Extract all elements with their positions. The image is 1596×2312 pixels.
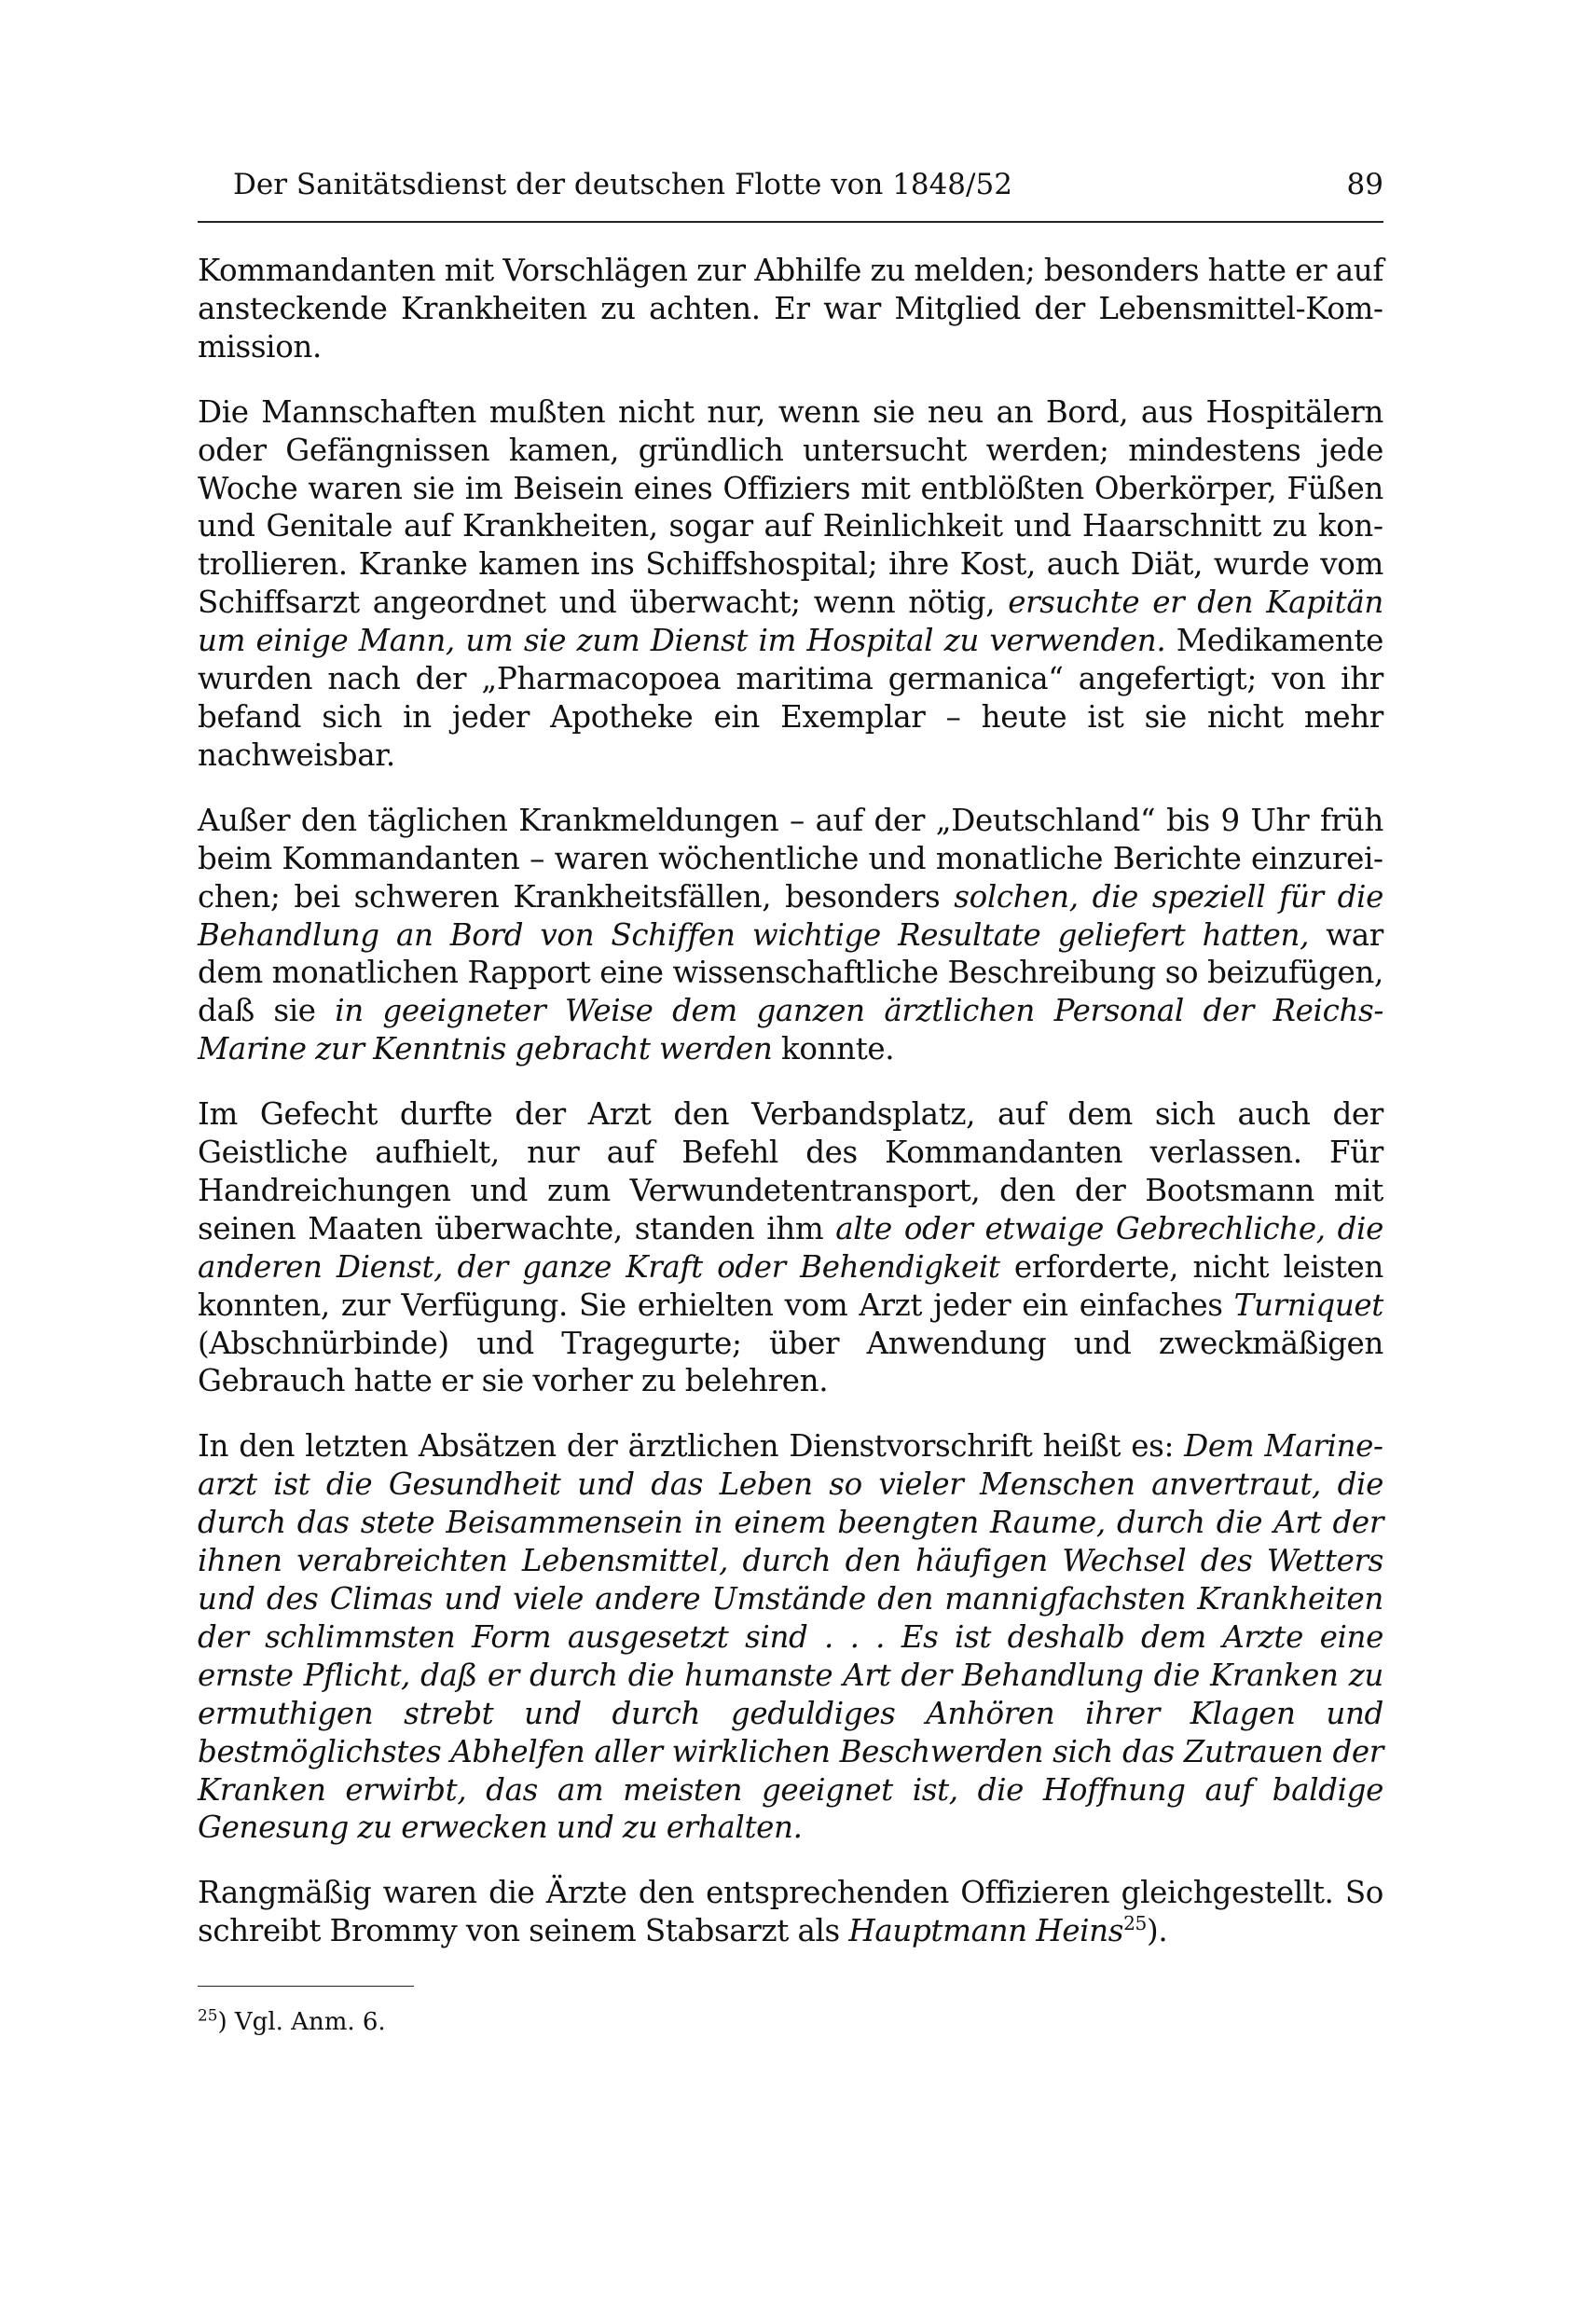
text-run: Medikamente wurden nach der „Pharmacopoea maritima germanica“ angefertigt; von ihr befand sich in jeder Apotheke ein Exemplar – heute ist sie nicht mehr nachweisbar. xyxy=(198,623,1383,773)
paragraph xyxy=(198,1427,1383,1847)
italic-quote: ersuchte er den Kapitän um einige Mann, um sie zum Dienst im Hospital zu verwenden. xyxy=(198,585,1383,659)
paragraph xyxy=(198,1874,1383,1950)
text-run: Außer den täglichen Krankmeldungen – auf der „Deutschland“ bis 9 Uhr früh beim Kommandanten – waren wöchentliche und monatliche Berichte einzureichen; bei schweren Krankheitsfällen, besonders xyxy=(198,802,1383,915)
text-run: Rangmäßig waren die Ärzte den entsprechenden Offizieren gleichgestellt. So schreibt Brommy von seinem Stabsarzt als xyxy=(198,1875,1383,1949)
text-run: ). xyxy=(1147,1913,1168,1949)
text-run: Kommandanten mit Vorschlägen zur Abhilfe zu melden; besonders hatte er auf ansteckende Krankheiten zu achten. Er war Mitglied der Lebensmittel-Kommission. xyxy=(198,253,1383,365)
page-number: 89 xyxy=(1346,168,1383,201)
text-run: war dem monatlichen Rapport eine wissenschaftliche Beschreibung so beizufügen, daß sie xyxy=(198,916,1383,1029)
italic-quote: Dem Marinearzt ist die Gesundheit und das Leben so vieler Menschen anvertraut, die durch das stete Beisammensein in einem beengten Raume, durch die Art der ihnen verabreichten Lebensmittel, durch den häufigen Wechsel des Wetters und des Climas und viele andere Umstände den mannigfachsten Krankheiten der schlimmsten Form ausgesetzt sind . . . Es ist deshalb dem Arzte eine ernste Pflicht, daß er durch die humanste Art der Behandlung die Kranken zu ermuthigen strebt und durch geduldiges Anhören ihrer Klagen und bestmöglichstes Abhelfen aller wirklichen Beschwerden sich das Zutrauen der Kranken erwirbt, das am meisten geeignet ist, die Hoffnung auf baldige Genesung zu erwecken und zu erhalten. xyxy=(198,1428,1383,1846)
text-run: In den letzten Absätzen der ärztlichen Dienstvorschrift heißt es: xyxy=(198,1428,1185,1465)
footnote-rule xyxy=(198,1986,414,1987)
book-page xyxy=(198,0,1383,2312)
paragraph xyxy=(198,1095,1383,1400)
paragraph xyxy=(198,802,1383,1068)
italic-quote: solchen, die speziell für die Behandlung an Bord von Schiffen wichtige Resultate geliefert hatten, xyxy=(198,878,1383,953)
running-header xyxy=(198,166,1383,203)
running-title: Der Sanitätsdienst der deutschen Flotte von 1848/52 xyxy=(233,168,1012,201)
text-run: (Abschnürbinde) und Tragegurte; über Anwendung und zweckmäßigen Gebrauch hatte er sie vorher zu belehren. xyxy=(198,1325,1383,1399)
paragraph xyxy=(198,252,1383,366)
header-rule xyxy=(198,221,1383,223)
italic-quote: in geeigneter Weise dem ganzen ärztlichen Personal der Reichs-Marine zur Kenntnis gebracht werden xyxy=(198,993,1383,1067)
text-run: erforderte, nicht leisten konnten, zur Verfügung. Sie erhielten vom Arzt jeder ein einfaches xyxy=(198,1248,1383,1323)
footnote-reference: 25 xyxy=(1123,1912,1148,1935)
footnote xyxy=(198,2006,386,2038)
italic-quote: Hauptmann Heins xyxy=(848,1913,1124,1949)
footnote-text: ) Vgl. Anm. 6. xyxy=(217,2008,386,2036)
text-run: konnte. xyxy=(772,1031,895,1067)
footnote-marker: 25 xyxy=(198,2005,218,2025)
italic-quote: alte oder etwaige Gebrechliche, die anderen Dienst, der ganze Kraft oder Behendigkeit xyxy=(198,1210,1383,1285)
text-run: Im Gefecht durfte der Arzt den Verbandsplatz, auf dem sich auch der Geistliche aufhielt, nur auf Befehl des Kommandanten verlassen. Für Handreichungen und zum Verwundetentransport, den der Bootsmann mit seinen Maaten überwachte, standen ihm xyxy=(198,1096,1383,1246)
body-text xyxy=(198,252,1383,1950)
italic-quote: Turniquet xyxy=(1233,1287,1383,1323)
text-run: Die Mannschaften mußten nicht nur, wenn sie neu an Bord, aus Hospitälern oder Gefängnissen kamen, gründlich untersucht werden; mindestens jede Woche waren sie im Beisein eines Offiziers mit entblößten Oberkörper, Füßen und Genitale auf Krankheiten, sogar auf Reinlichkeit und Haarschnitt zu kontrollieren. Kranke kamen ins Schiffshospital; ihre Kost, auch Diät, wurde vom Schiffsarzt angeordnet und überwacht; wenn nötig, xyxy=(198,393,1383,621)
paragraph xyxy=(198,393,1383,775)
